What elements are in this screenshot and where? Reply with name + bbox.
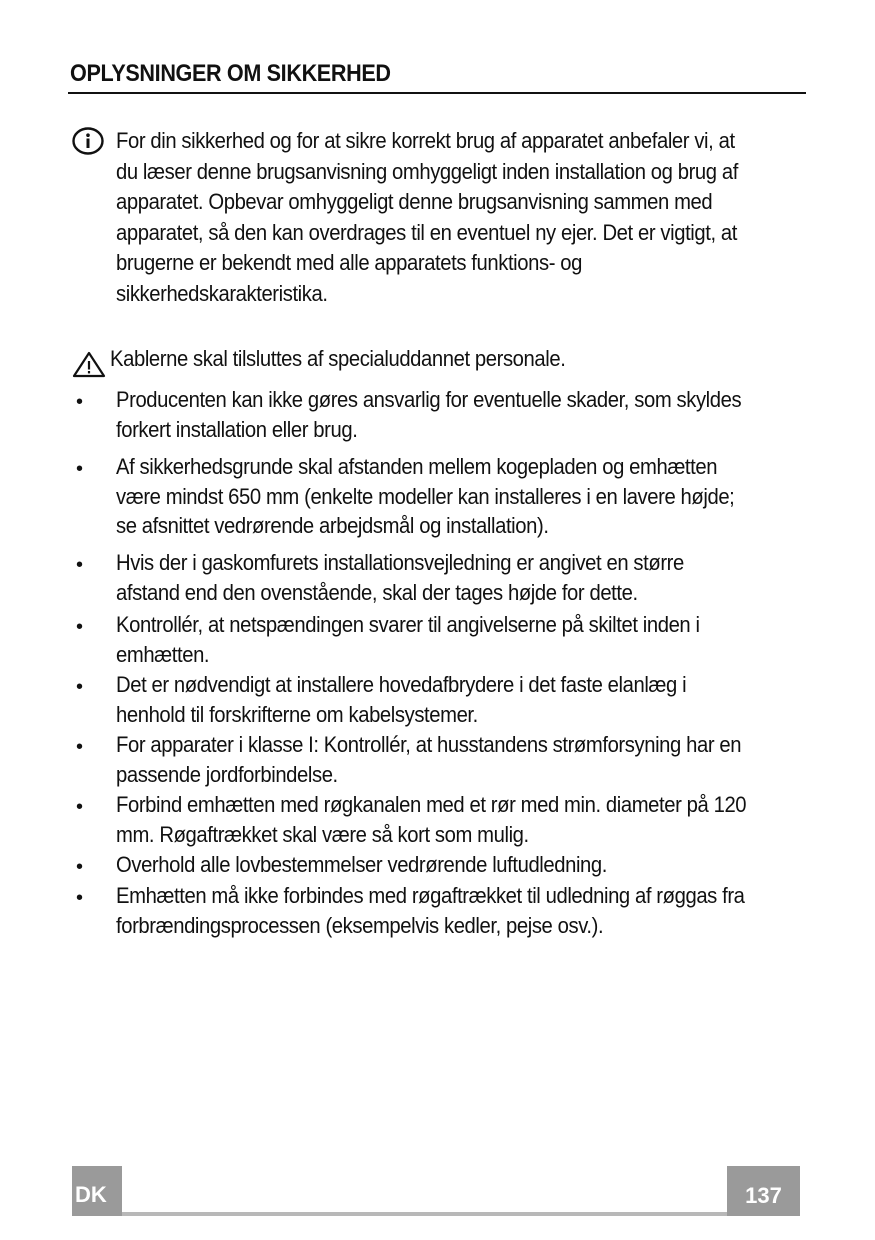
list-item-line: se afsnittet vedrørende arbejdsmål og installation). (116, 513, 549, 538)
list-item-line: Emhætten må ikke forbindes med røgaftrækket til udledning af røggas fra (116, 883, 745, 908)
list-item-line: Kontrollér, at netspændingen svarer til angivelserne på skiltet inden i (116, 612, 700, 637)
footer-rule (72, 1212, 800, 1216)
info-circle-icon (72, 127, 104, 155)
language-badge: DK (72, 1166, 122, 1216)
bullet-marker: • (76, 616, 84, 638)
page-number: 137 (727, 1166, 800, 1216)
intro-line: sikkerhedskarakteristika. (116, 280, 328, 306)
bullet-marker: • (76, 554, 84, 576)
title-underline (68, 92, 806, 94)
list-item-line: passende jordforbindelse. (116, 761, 338, 787)
list-item (116, 385, 800, 444)
list-item (116, 610, 800, 669)
list-item-line: være mindst 650 mm (enkelte modeller kan installeres i en lavere højde; (116, 483, 735, 509)
intro-line: du læser denne brugsanvisning omhyggeligt inden installation og brug af (116, 158, 738, 184)
list-item-line: Overhold alle lovbestemmelser vedrørende luftudledning. (116, 852, 608, 877)
bullet-marker: • (76, 856, 84, 878)
list-item-line: Producenten kan ikke gøres ansvarlig for eventuelle skader, som skyldes (116, 387, 742, 412)
page-title: OPLYSNINGER OM SIKKERHED (70, 60, 391, 87)
intro-line: apparatet. Opbevar omhyggeligt denne brugsanvisning sammen med (116, 189, 713, 214)
list-item (116, 790, 800, 849)
list-item (116, 548, 800, 607)
list-item-line: Af sikkerhedsgrunde skal afstanden mellem kogepladen og emhætten (116, 454, 718, 479)
list-item-line: henhold til forskrifterne om kabelsystemer. (116, 701, 478, 727)
list-item (116, 850, 800, 880)
warning-triangle-icon (72, 351, 106, 378)
intro-line: brugerne er bekendt med alle apparatets funktions- og (116, 250, 582, 275)
list-item-line: For apparater i klasse I: Kontrollér, at husstandens strømforsyning har en (116, 732, 742, 757)
bullet-marker: • (76, 676, 84, 698)
list-item-line: mm. Røgaftrækket skal være så kort som mulig. (116, 821, 529, 847)
list-item (116, 730, 800, 789)
bullet-marker: • (76, 391, 84, 413)
intro-paragraph (116, 126, 746, 309)
bullet-marker: • (76, 458, 84, 480)
list-item-line: Hvis der i gaskomfurets installationsvejledning er angivet en større (116, 550, 684, 575)
list-item-line: emhætten. (116, 641, 210, 667)
list-item-line: forbrændingsprocessen (eksempelvis kedler, pejse osv.). (116, 912, 604, 938)
list-item-line: afstand end den ovenstående, skal der tages højde for dette. (116, 579, 638, 605)
list-item (116, 452, 800, 541)
list-item (116, 881, 800, 940)
list-item-line: Forbind emhætten med røgkanalen med et rør med min. diameter på 120 (116, 792, 747, 817)
list-item-line: Det er nødvendigt at installere hovedafbrydere i det faste elanlæg i (116, 672, 687, 697)
bullet-marker: • (76, 736, 84, 758)
warning-text: Kablerne skal tilsluttes af specialuddannet personale. (110, 346, 566, 371)
list-item-line: forkert installation eller brug. (116, 416, 358, 442)
intro-line: apparatet, så den kan overdrages til en eventuel ny ejer. Det er vigtigt, at (116, 219, 737, 245)
bullet-marker: • (76, 887, 84, 909)
bullet-marker: • (76, 796, 84, 818)
list-item (116, 670, 800, 729)
intro-line: For din sikkerhed og for at sikre korrekt brug af apparatet anbefaler vi, at (116, 128, 735, 153)
